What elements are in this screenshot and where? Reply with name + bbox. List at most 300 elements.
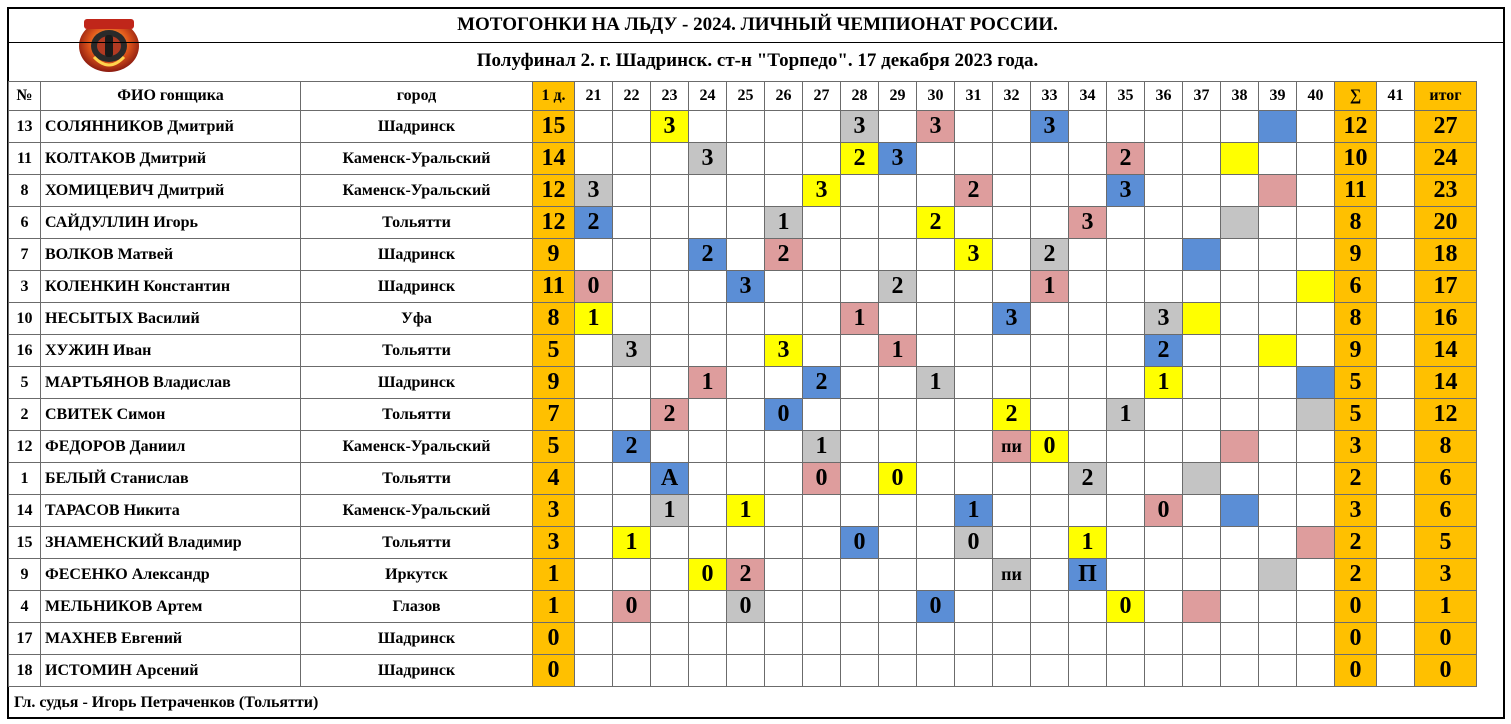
heat-result bbox=[1145, 143, 1183, 175]
heat-result bbox=[689, 527, 727, 559]
extra-heat bbox=[1377, 463, 1415, 495]
rider-number: 8 bbox=[9, 175, 41, 207]
header-heat: 33 bbox=[1031, 82, 1069, 111]
heat-result bbox=[1259, 463, 1297, 495]
heat-result bbox=[1221, 303, 1259, 335]
heat-result bbox=[1221, 623, 1259, 655]
heat-result bbox=[651, 527, 689, 559]
header-heat: 35 bbox=[1107, 82, 1145, 111]
divider bbox=[7, 42, 1505, 43]
heat-result bbox=[879, 559, 917, 591]
heat-result: 1 bbox=[879, 335, 917, 367]
heat-result bbox=[841, 399, 879, 431]
heat-result bbox=[1297, 111, 1335, 143]
heat-result: 1 bbox=[841, 303, 879, 335]
rider-row bbox=[9, 175, 1477, 207]
heat-result bbox=[1297, 367, 1335, 399]
day1-points: 8 bbox=[533, 303, 575, 335]
heat-result bbox=[765, 463, 803, 495]
rider-number: 6 bbox=[9, 207, 41, 239]
rider-city: Каменск-Уральский bbox=[301, 175, 533, 207]
heat-result bbox=[689, 623, 727, 655]
heat-result: 2 bbox=[1145, 335, 1183, 367]
heat-result bbox=[1259, 271, 1297, 303]
rider-name: ХУЖИН Иван bbox=[41, 335, 301, 367]
header-heat: 23 bbox=[651, 82, 689, 111]
heat-result bbox=[613, 463, 651, 495]
total-points: 6 bbox=[1415, 495, 1477, 527]
heat-result: П bbox=[1069, 559, 1107, 591]
heat-result bbox=[955, 335, 993, 367]
heat-result bbox=[1259, 111, 1297, 143]
heat-result bbox=[727, 463, 765, 495]
heat-result bbox=[803, 335, 841, 367]
heat-result bbox=[613, 559, 651, 591]
heat-result: 2 bbox=[803, 367, 841, 399]
heat-result bbox=[1221, 527, 1259, 559]
heat-result bbox=[1145, 239, 1183, 271]
sum-points: 5 bbox=[1335, 399, 1377, 431]
heat-result: 1 bbox=[651, 495, 689, 527]
heat-result bbox=[727, 143, 765, 175]
total-points: 14 bbox=[1415, 335, 1477, 367]
heat-result bbox=[1069, 591, 1107, 623]
heat-result bbox=[1221, 463, 1259, 495]
heat-result: 1 bbox=[803, 431, 841, 463]
heat-result bbox=[1297, 527, 1335, 559]
heat-result bbox=[651, 623, 689, 655]
rider-row bbox=[9, 399, 1477, 431]
heat-result bbox=[993, 143, 1031, 175]
heat-result: 2 bbox=[1107, 143, 1145, 175]
extra-heat bbox=[1377, 623, 1415, 655]
heat-result bbox=[1069, 431, 1107, 463]
heat-result: 1 bbox=[689, 367, 727, 399]
heat-result bbox=[651, 559, 689, 591]
day1-points: 7 bbox=[533, 399, 575, 431]
extra-heat bbox=[1377, 559, 1415, 591]
heat-result bbox=[1221, 111, 1259, 143]
heat-result bbox=[1259, 207, 1297, 239]
heat-result bbox=[1259, 175, 1297, 207]
heat-result bbox=[689, 591, 727, 623]
rider-name: НЕСЫТЫХ Василий bbox=[41, 303, 301, 335]
rider-row bbox=[9, 239, 1477, 271]
heat-result: 2 bbox=[993, 399, 1031, 431]
heat-result bbox=[803, 591, 841, 623]
heat-result: 0 bbox=[765, 399, 803, 431]
heat-result bbox=[575, 239, 613, 271]
heat-result: 2 bbox=[689, 239, 727, 271]
heat-result bbox=[1183, 591, 1221, 623]
heat-result bbox=[955, 431, 993, 463]
heat-result bbox=[1107, 271, 1145, 303]
rider-name: ХОМИЦЕВИЧ Дмитрий bbox=[41, 175, 301, 207]
heat-result bbox=[879, 207, 917, 239]
heat-result bbox=[765, 367, 803, 399]
heat-result bbox=[1107, 303, 1145, 335]
rider-number: 7 bbox=[9, 239, 41, 271]
page-subtitle: Полуфинал 2. г. Шадринск. ст-н "Торпедо". 17 декабря 2023 года. bbox=[476, 50, 1039, 71]
heat-result bbox=[1069, 239, 1107, 271]
heat-result bbox=[1259, 655, 1297, 687]
heat-result bbox=[575, 527, 613, 559]
heat-result: 3 bbox=[613, 335, 651, 367]
heat-result bbox=[841, 175, 879, 207]
heat-result: 0 bbox=[575, 271, 613, 303]
heat-result bbox=[1031, 655, 1069, 687]
day1-points: 0 bbox=[533, 623, 575, 655]
heat-result bbox=[1183, 463, 1221, 495]
heat-result bbox=[613, 623, 651, 655]
heat-result bbox=[841, 591, 879, 623]
rider-row bbox=[9, 527, 1477, 559]
sum-points: 6 bbox=[1335, 271, 1377, 303]
heat-result bbox=[1259, 527, 1297, 559]
rider-city: Шадринск bbox=[301, 367, 533, 399]
heat-result bbox=[1221, 175, 1259, 207]
heat-result bbox=[1297, 175, 1335, 207]
heat-result: 2 bbox=[575, 207, 613, 239]
heat-result bbox=[613, 367, 651, 399]
heat-result bbox=[1297, 431, 1335, 463]
heat-result: 1 bbox=[727, 495, 765, 527]
heat-result bbox=[727, 239, 765, 271]
heat-result bbox=[955, 623, 993, 655]
day1-points: 1 bbox=[533, 559, 575, 591]
heat-result bbox=[689, 303, 727, 335]
heat-result bbox=[879, 623, 917, 655]
day1-points: 12 bbox=[533, 207, 575, 239]
heat-result bbox=[1069, 655, 1107, 687]
heat-result bbox=[689, 463, 727, 495]
heat-result bbox=[575, 335, 613, 367]
heat-result bbox=[1221, 399, 1259, 431]
heat-result bbox=[1183, 143, 1221, 175]
total-points: 20 bbox=[1415, 207, 1477, 239]
heat-result bbox=[1145, 527, 1183, 559]
heat-result bbox=[765, 623, 803, 655]
heat-result: пи bbox=[993, 559, 1031, 591]
rider-city: Тольятти bbox=[301, 463, 533, 495]
total-points: 0 bbox=[1415, 655, 1477, 687]
day1-points: 4 bbox=[533, 463, 575, 495]
heat-result bbox=[651, 207, 689, 239]
sum-points: 10 bbox=[1335, 143, 1377, 175]
heat-result bbox=[1107, 559, 1145, 591]
heat-result bbox=[1031, 367, 1069, 399]
heat-result bbox=[613, 207, 651, 239]
heat-result bbox=[841, 623, 879, 655]
heat-result bbox=[955, 591, 993, 623]
heat-result bbox=[841, 431, 879, 463]
extra-heat bbox=[1377, 335, 1415, 367]
header-name: ФИО гонщика bbox=[41, 82, 301, 111]
heat-result bbox=[1221, 559, 1259, 591]
heat-result bbox=[1183, 303, 1221, 335]
heat-result bbox=[651, 655, 689, 687]
heat-result bbox=[1221, 367, 1259, 399]
heat-result bbox=[1221, 655, 1259, 687]
heat-result bbox=[879, 527, 917, 559]
heat-result bbox=[841, 559, 879, 591]
rider-name: МЕЛЬНИКОВ Артем bbox=[41, 591, 301, 623]
rider-row bbox=[9, 591, 1477, 623]
heat-result bbox=[765, 655, 803, 687]
heat-result: 1 bbox=[765, 207, 803, 239]
heat-result: 3 bbox=[727, 271, 765, 303]
sum-points: 3 bbox=[1335, 495, 1377, 527]
heat-result bbox=[651, 431, 689, 463]
heat-result: 1 bbox=[917, 367, 955, 399]
header-heat: 34 bbox=[1069, 82, 1107, 111]
heat-result bbox=[689, 207, 727, 239]
heat-result bbox=[1259, 303, 1297, 335]
heat-result bbox=[727, 207, 765, 239]
sum-points: 11 bbox=[1335, 175, 1377, 207]
header-heat: 21 bbox=[575, 82, 613, 111]
heat-result bbox=[727, 335, 765, 367]
heat-result bbox=[1297, 207, 1335, 239]
heat-result bbox=[1183, 495, 1221, 527]
heat-result bbox=[651, 335, 689, 367]
heat-result bbox=[765, 559, 803, 591]
heat-result bbox=[575, 591, 613, 623]
header-heat: 31 bbox=[955, 82, 993, 111]
sum-points: 2 bbox=[1335, 559, 1377, 591]
heat-result bbox=[765, 527, 803, 559]
rider-row bbox=[9, 431, 1477, 463]
rider-name: КОЛЕНКИН Константин bbox=[41, 271, 301, 303]
heat-result bbox=[1069, 367, 1107, 399]
heat-result bbox=[727, 623, 765, 655]
heat-result bbox=[1259, 431, 1297, 463]
rider-city: Шадринск bbox=[301, 239, 533, 271]
header-total: итог bbox=[1415, 82, 1477, 111]
heat-result bbox=[1259, 559, 1297, 591]
header-heat: 36 bbox=[1145, 82, 1183, 111]
heat-result bbox=[1259, 143, 1297, 175]
heat-result bbox=[803, 207, 841, 239]
rider-name: СВИТЕК Симон bbox=[41, 399, 301, 431]
heat-result bbox=[917, 495, 955, 527]
sum-points: 0 bbox=[1335, 655, 1377, 687]
heat-result: 1 bbox=[1145, 367, 1183, 399]
heat-result: 3 bbox=[917, 111, 955, 143]
heat-result bbox=[613, 143, 651, 175]
heat-result bbox=[651, 175, 689, 207]
heat-result bbox=[613, 655, 651, 687]
extra-heat bbox=[1377, 303, 1415, 335]
rider-name: ФЕСЕНКО Александр bbox=[41, 559, 301, 591]
heat-result: пи bbox=[993, 431, 1031, 463]
heat-result bbox=[917, 655, 955, 687]
heat-result bbox=[1145, 399, 1183, 431]
heat-result bbox=[1297, 143, 1335, 175]
heat-result bbox=[1183, 431, 1221, 463]
heat-result bbox=[1107, 463, 1145, 495]
header-heat: 24 bbox=[689, 82, 727, 111]
extra-heat bbox=[1377, 527, 1415, 559]
heat-result bbox=[955, 271, 993, 303]
total-points: 16 bbox=[1415, 303, 1477, 335]
rider-city: Каменск-Уральский bbox=[301, 495, 533, 527]
heat-result bbox=[765, 431, 803, 463]
heat-result: 0 bbox=[1145, 495, 1183, 527]
heat-result bbox=[1259, 399, 1297, 431]
heat-result: 1 bbox=[575, 303, 613, 335]
heat-result bbox=[1107, 367, 1145, 399]
total-points: 5 bbox=[1415, 527, 1477, 559]
page-title: МОТОГОНКИ НА ЛЬДУ - 2024. ЛИЧНЫЙ ЧЕМПИОНАТ РОССИИ. bbox=[457, 14, 1058, 35]
rider-city: Глазов bbox=[301, 591, 533, 623]
header-heat: 40 bbox=[1297, 82, 1335, 111]
heat-result bbox=[689, 111, 727, 143]
rider-name: МАРТЬЯНОВ Владислав bbox=[41, 367, 301, 399]
rider-number: 14 bbox=[9, 495, 41, 527]
heat-result: 0 bbox=[613, 591, 651, 623]
day1-points: 1 bbox=[533, 591, 575, 623]
heat-result bbox=[1183, 271, 1221, 303]
rider-name: ТАРАСОВ Никита bbox=[41, 495, 301, 527]
heat-result bbox=[1145, 559, 1183, 591]
rider-city: Каменск-Уральский bbox=[301, 431, 533, 463]
rider-city: Тольятти bbox=[301, 399, 533, 431]
heat-result bbox=[1145, 431, 1183, 463]
heat-result bbox=[651, 591, 689, 623]
heat-result bbox=[917, 431, 955, 463]
heat-result bbox=[1145, 655, 1183, 687]
rider-row bbox=[9, 367, 1477, 399]
heat-result: 3 bbox=[1107, 175, 1145, 207]
heat-result bbox=[1069, 111, 1107, 143]
heat-result bbox=[993, 527, 1031, 559]
heat-result bbox=[955, 143, 993, 175]
heat-result bbox=[955, 111, 993, 143]
heat-result bbox=[1107, 527, 1145, 559]
extra-heat bbox=[1377, 431, 1415, 463]
heat-result: 3 bbox=[1145, 303, 1183, 335]
heat-result bbox=[575, 431, 613, 463]
heat-result: 2 bbox=[917, 207, 955, 239]
rider-city: Шадринск bbox=[301, 111, 533, 143]
heat-result bbox=[1145, 271, 1183, 303]
heat-result bbox=[765, 495, 803, 527]
total-points: 27 bbox=[1415, 111, 1477, 143]
heat-result: 0 bbox=[841, 527, 879, 559]
heat-result bbox=[1031, 399, 1069, 431]
rider-row bbox=[9, 271, 1477, 303]
rider-number: 11 bbox=[9, 143, 41, 175]
heat-result bbox=[765, 271, 803, 303]
heat-result bbox=[1107, 335, 1145, 367]
heat-result bbox=[841, 335, 879, 367]
heat-result bbox=[1297, 623, 1335, 655]
sum-points: 8 bbox=[1335, 207, 1377, 239]
heat-result bbox=[841, 655, 879, 687]
rider-name: БЕЛЫЙ Станислав bbox=[41, 463, 301, 495]
heat-result bbox=[1031, 335, 1069, 367]
heat-result: 3 bbox=[1069, 207, 1107, 239]
heat-result bbox=[1297, 591, 1335, 623]
heat-result bbox=[917, 335, 955, 367]
rider-number: 9 bbox=[9, 559, 41, 591]
heat-result bbox=[689, 655, 727, 687]
heat-result bbox=[1107, 239, 1145, 271]
extra-heat bbox=[1377, 367, 1415, 399]
heat-result bbox=[727, 655, 765, 687]
rider-row bbox=[9, 335, 1477, 367]
heat-result bbox=[993, 655, 1031, 687]
rider-name: ВОЛКОВ Матвей bbox=[41, 239, 301, 271]
heat-result bbox=[917, 527, 955, 559]
heat-result bbox=[1297, 559, 1335, 591]
total-points: 23 bbox=[1415, 175, 1477, 207]
heat-result bbox=[1221, 431, 1259, 463]
rider-number: 12 bbox=[9, 431, 41, 463]
results-table bbox=[8, 81, 1477, 687]
heat-result bbox=[841, 463, 879, 495]
extra-heat bbox=[1377, 495, 1415, 527]
heat-result bbox=[1183, 111, 1221, 143]
heat-result: 3 bbox=[651, 111, 689, 143]
day1-points: 9 bbox=[533, 239, 575, 271]
rider-number: 15 bbox=[9, 527, 41, 559]
heat-result bbox=[955, 303, 993, 335]
heat-result bbox=[575, 463, 613, 495]
heat-result bbox=[765, 143, 803, 175]
heat-result: 3 bbox=[841, 111, 879, 143]
heat-result bbox=[879, 111, 917, 143]
heat-result bbox=[993, 367, 1031, 399]
heat-result bbox=[993, 335, 1031, 367]
heat-result bbox=[879, 303, 917, 335]
rider-number: 5 bbox=[9, 367, 41, 399]
heat-result bbox=[613, 111, 651, 143]
rider-name: СОЛЯННИКОВ Дмитрий bbox=[41, 111, 301, 143]
rider-city: Каменск-Уральский bbox=[301, 143, 533, 175]
heat-result bbox=[651, 271, 689, 303]
heat-result: 2 bbox=[765, 239, 803, 271]
header-heat: 29 bbox=[879, 82, 917, 111]
heat-result bbox=[1107, 655, 1145, 687]
heat-result bbox=[879, 591, 917, 623]
heat-result bbox=[955, 559, 993, 591]
heat-result: 3 bbox=[689, 143, 727, 175]
heat-result: 1 bbox=[1069, 527, 1107, 559]
heat-result bbox=[1259, 335, 1297, 367]
heat-result bbox=[575, 111, 613, 143]
heat-result bbox=[1259, 239, 1297, 271]
sum-points: 9 bbox=[1335, 239, 1377, 271]
heat-result bbox=[1145, 463, 1183, 495]
heat-result bbox=[613, 175, 651, 207]
rider-city: Шадринск bbox=[301, 271, 533, 303]
heat-result bbox=[575, 559, 613, 591]
heat-result bbox=[1031, 495, 1069, 527]
heat-result bbox=[1221, 207, 1259, 239]
heat-result bbox=[689, 271, 727, 303]
heat-result bbox=[689, 495, 727, 527]
heat-result: 2 bbox=[613, 431, 651, 463]
extra-heat bbox=[1377, 271, 1415, 303]
heat-result bbox=[1221, 239, 1259, 271]
heat-result: 1 bbox=[613, 527, 651, 559]
day1-points: 14 bbox=[533, 143, 575, 175]
rider-name: ЗНАМЕНСКИЙ Владимир bbox=[41, 527, 301, 559]
heat-result bbox=[1221, 591, 1259, 623]
total-points: 6 bbox=[1415, 463, 1477, 495]
